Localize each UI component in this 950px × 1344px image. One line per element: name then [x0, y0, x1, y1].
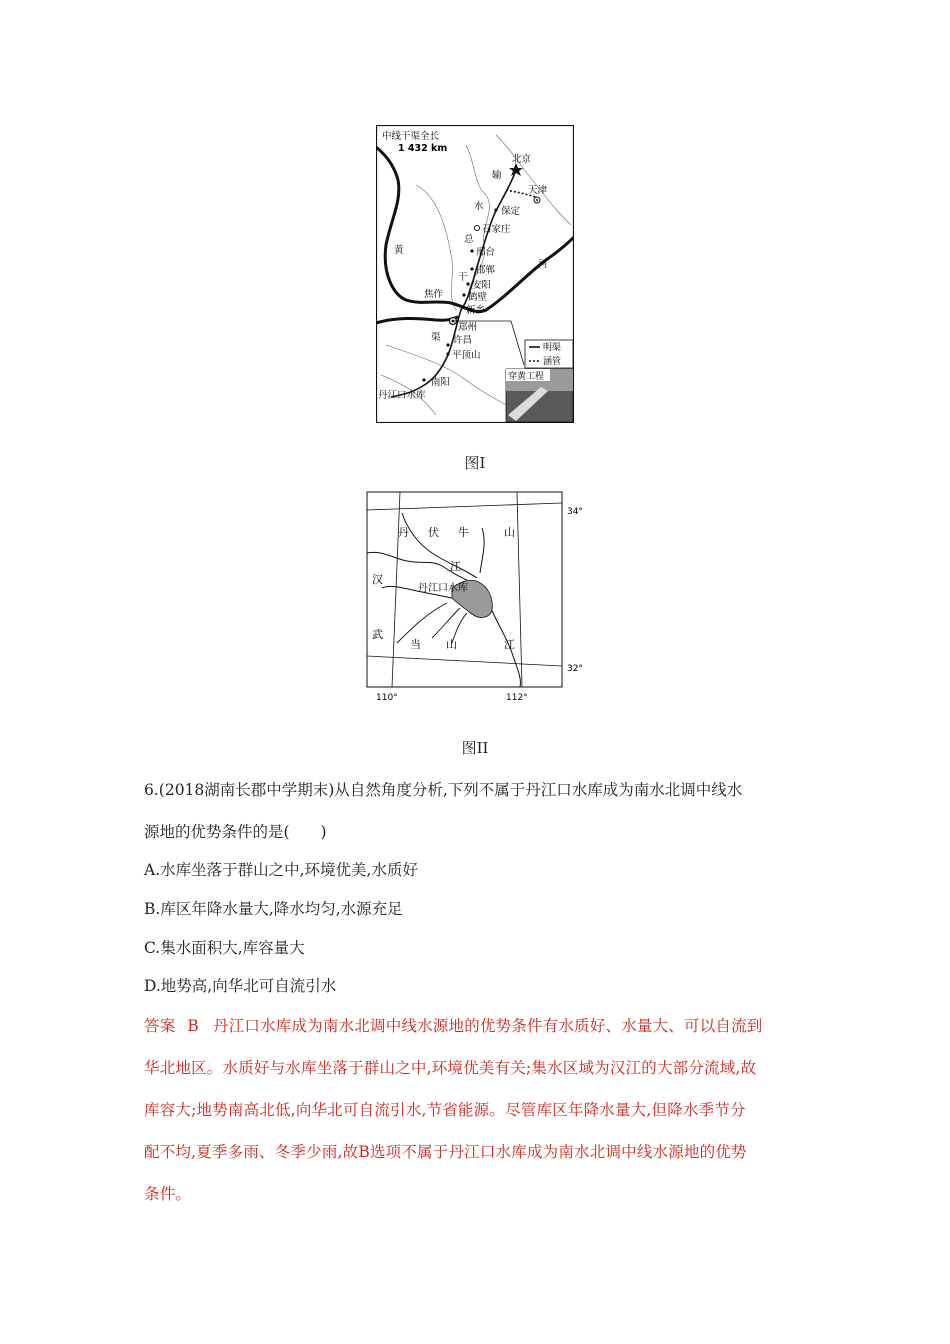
city-anyang: 安阳: [472, 280, 492, 291]
label-lon-110: 110°: [376, 693, 398, 703]
city-hebi: 鹤壁: [468, 292, 488, 303]
answer-line-1: [144, 1014, 763, 1036]
river-char-huang: 黄: [394, 245, 404, 256]
answer-tag: 答案: [144, 1017, 176, 1035]
photo-label: 穿黄工程: [508, 372, 545, 382]
canal-char-1: 输: [492, 170, 502, 181]
legend-culvert: 涵管: [543, 357, 562, 367]
label-mountain1-1: 丹: [398, 526, 409, 539]
label-jiang-bottom: 江: [504, 638, 515, 651]
reservoir-label: 丹江口水库: [378, 390, 426, 401]
figure1-map: [376, 125, 574, 423]
label-mountain1-2: 伏: [428, 526, 439, 539]
canal-char-5: 渠: [431, 332, 441, 343]
option-c: C.集水面积大,库容量大: [144, 939, 305, 957]
city-xingtai: 邢台: [476, 247, 496, 258]
option-d: D.地势高,向华北可自流引水: [144, 977, 337, 995]
label-jiang-top: 江: [450, 560, 461, 573]
label-lon-112: 112°: [506, 693, 528, 703]
question-line-1: 6.(2018湖南长郡中学期末)从自然角度分析,下列不属于丹江口水库成为南水北调中线水: [144, 781, 743, 799]
option-a: A.水库坐落于群山之中,环境优美,水质好: [144, 861, 418, 879]
city-zhengzhou: 郑州: [458, 322, 478, 333]
city-nanyang: 南阳: [431, 377, 451, 388]
canal-char-3: 总: [464, 234, 474, 245]
answer-line-4: 配不均,夏季多雨、冬季少雨,故B选项不属于丹江口水库成为南水北调中线水源地的优势: [144, 1143, 747, 1161]
answer-line-5: 条件。: [144, 1185, 192, 1203]
total-length-label-1: 中线干渠全长: [382, 131, 440, 142]
figure1-caption: 图I: [464, 454, 486, 472]
label-han: 汉: [372, 573, 383, 586]
option-b: B.库区年降水量大,降水均匀,水源充足: [144, 900, 403, 918]
city-shijiazhuang: 石家庄: [482, 224, 511, 235]
label-lat-34: 34°: [567, 507, 583, 517]
figure2-map: [362, 488, 592, 708]
label-mountain1-3: 牛: [458, 526, 469, 539]
question-line-2: 源地的优势条件的是( ): [144, 823, 327, 841]
city-handan: 邯郸: [476, 265, 496, 276]
legend-open-channel: 明渠: [543, 343, 562, 353]
label-mountain2-1: 当: [410, 638, 421, 651]
label-mountain1-4: 山: [504, 526, 515, 539]
reservoir-map-svg: [362, 488, 592, 708]
canal-char-2: 水: [474, 201, 484, 212]
answer-text-1: 丹江口水库成为南水北调中线水源地的优势条件有水质好、水量大、可以自流到: [213, 1017, 763, 1035]
answer-letter: B: [187, 1017, 199, 1035]
label-mountain2-2: 山: [446, 638, 457, 651]
label-wu: 武: [372, 628, 383, 641]
city-jiaozuo: 焦作: [424, 289, 444, 300]
city-tianjin: 天津: [528, 185, 548, 196]
city-baoding: 保定: [501, 206, 521, 217]
figure2-caption: 图II: [461, 739, 489, 757]
city-xuchang: 许昌: [453, 335, 473, 346]
route-map-svg: [376, 125, 574, 423]
city-beijing: 北京: [512, 154, 532, 165]
city-xinxiang: 新乡: [466, 305, 486, 316]
city-pingdingshan: 平顶山: [452, 350, 481, 361]
answer-line-2: 华北地区。水质好与水库坐落于群山之中,环境优美有关;集水区域为汉江的大部分流域,故: [144, 1059, 757, 1077]
canal-char-4: 干: [458, 272, 468, 283]
river-char-he: 河: [538, 259, 548, 270]
total-length-label-2: 1 432 km: [398, 143, 448, 154]
answer-line-3: 库容大;地势南高北低,向华北可自流引水,节省能源。尽管库区年降水量大,但降水季节分: [144, 1101, 746, 1119]
label-reservoir: 丹江口水库: [418, 583, 468, 594]
label-lat-32: 32°: [567, 664, 583, 674]
